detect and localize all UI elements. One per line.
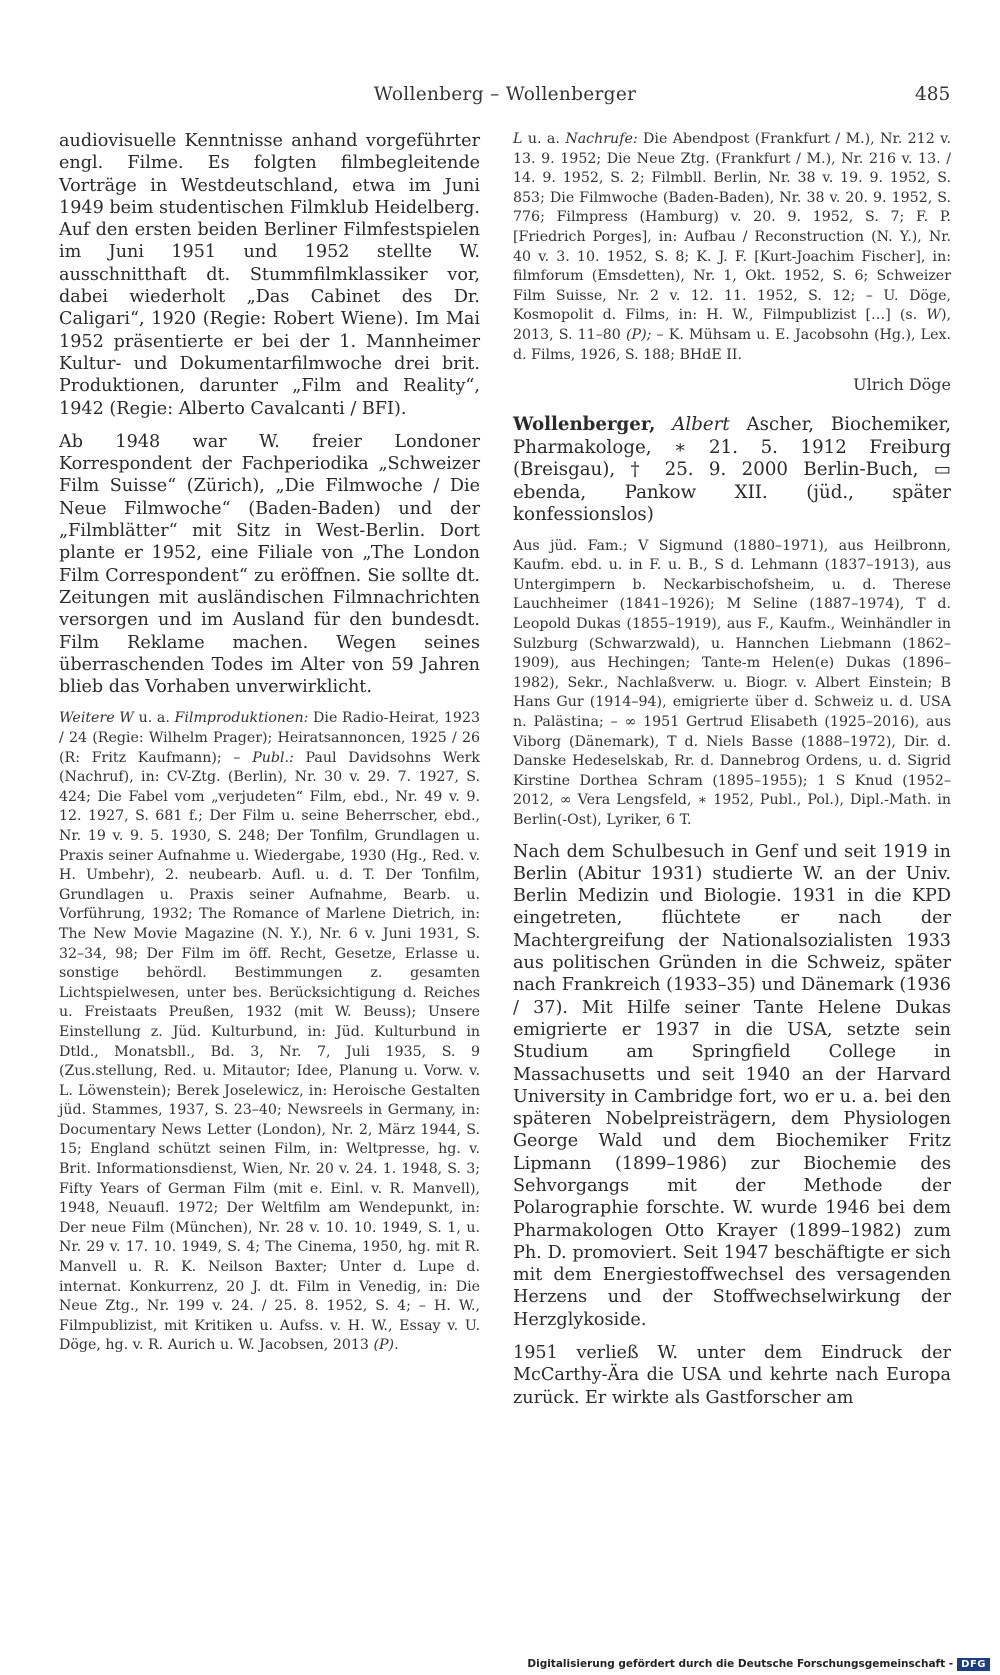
works-text: Paul Davidsohns Werk (Nachruf), in: CV-Ztg. (Berlin), Nr. 30 v. 29. 7. 1927, S. 424; Die Fabel vom „verjudeten“ Film, ebd., Nr. 49 v. 9. 12. 1927, S. 681 f.; Der Film u. seine Beherrscher, ebd., Nr. 19 v. 9. 5. 1930, S. 248; Der Tonfilm, Grundlagen u. Praxis seiner Aufnahme u. Wiedergabe, 1930 (Hg., Red. v. H. Umbehr), 2. neubearb. Aufl. u. d. T. Der Tonfilm, Grundlagen u. Praxis seiner Aufnahme, Bearb. u. Vorführung, 1932; The Romance of Marlene Dietrich, in: The New Movie Magazine (N. Y.), Nr. 6 v. Juni 1931, S. 32–34, 98; Der Film im öff. Recht, Gesetze, Erlasse u. sonstige behördl. Bestimmungen z. gesamten Lichtspielwesen, unter bes. Berücksichtigung d. Reiches u. Freistaats Preußen, 1932 (mit W. Beuss); Unsere Einstellung z. Jüd. Kulturbund, in: Jüd. Kulturbund in Dtld., Monatsbll., Bd. 3, Nr. 7, Juli 1935, S. 9 (Zus.stellung, Red. u. Mitautor; Idee, Planung u. Vorw. v. L. Löwenstein); Berek Joselewicz, in: Heroische Gestalten jüd. Stammes, 1937, S. 23–40; Newsreels in Germany, in: Documentary News Letter (London), Nr. 2, März 1944, S. 15; England schützt seinen Film, in: Weltpresse, hg. v. Brit. Informationsdienst, Wien, Nr. 20 v. 24. 1. 1948, S. 3; Fifty Years of German Film (mit e. Einl. v. R. Manvell), 1948, Neuaufl. 1972; Der Weltfilm am Wendepunkt, in: Der neue Film (München), Nr. 28 v. 10. 10. 1949, S. 1, u. Nr. 29 v. 17. 10. 1949, S. 4; The Cinema, 1950, hg. mit R. Manvell u. R. K. Neilson Baxter; Unter d. Lupe d. internat. Konkurrenz, 20 J. dt. Film in Venedig, in: Die Neue Ztg., Nr. 199 v. 24. / 25. 8. 1952, S. 4; – H. W., Filmpublizist, mit Kritiken u. Aufss. v. H. W., Essay v. U. Döge, hg. v. R. Aurich u. W. Jacobsen, 2013 (59, 749, 480, 1354)
lit-mid: u. a. (522, 131, 566, 147)
entry-name: Wollenberger, (513, 414, 656, 436)
left-column (59, 130, 480, 1366)
page-header (0, 84, 1000, 114)
works-mid: u. a. (133, 710, 175, 727)
works-label-film: Filmproduktionen: (174, 710, 309, 727)
works-text: Die Radio-Heirat, 1923 / 24 (Regie: Wilhelm Prager); Heiratsannoncen, 1925 / 26 (R: Fritz Kaufmann); – (59, 710, 480, 766)
entry-heading (513, 414, 951, 527)
literature-list (513, 130, 951, 365)
family-info: Aus jüd. Fam.; V Sigmund (1880–1971), aus Heilbronn, Kaufm. ebd. u. in F. u. B., S d. Lehmann (1837–1913), aus Untergimpern b. Neckarbischofsheim, u. d. Therese Lauchheimer (1841–1926); M Seline (1887–1974), T d. Leopold Dukas (1855–1919), aus F., Kaufm., Weinhändler in Sulzburg (Schwarzwald), u. Hannchen Liebmann (1862–1909), aus Hechingen; Tante-m Helen(e) Dukas (1896–1982), Sekr., Nachlaßverw. u. Biogr. v. Albert Einstein; B Hans Gur (1914–94), emigrierte über d. Schweiz u. d. USA n. Palästina; – ∞ 1951 Gertrud Elisabeth (1925–2016), aus Viborg (Dänemark), T d. Niels Basse (1888–1972), Dir. d. Danske Hedeselskab, Rr. d. Dannebrog Ordens, u. d. Sigrid Kirstine Dorthea Schram (1895–1955); 1 S Knud (1952–2012, ∞ Vera Lengsfeld, ∗ 1952, Publ., Pol.), Dipl.-Math. in Berlin(-Ost), Lyriker, 6 T. (513, 537, 951, 828)
works-end: (P). (373, 1337, 399, 1354)
dfg-logo: DFG (957, 1658, 990, 1671)
works-label-publ: Publ.: (252, 749, 294, 766)
footer-credit (527, 1656, 990, 1672)
lit-text: Die Abendpost (Frankfurt / M.), Nr. 212 v. 13. 9. 1952; Die Neue Ztg. (Frankfurt / M.), Nr. 216 v. 13. / 14. 9. 1952, S. 2; Filmbll. Berlin, Nr. 38 v. 19. 9. 1952, S. 853; Die Filmwoche (Baden-Baden), Nr. 38 v. 20. 9. 1952, S. 776; Filmpress (Hamburg) v. 20. 9. 1952, S. 7; F. P. [Friedrich Porges], in: Aufbau / Reconstruction (N. Y.), Nr. 40 v. 3. 10. 1952, S. 8; K. J. F. [Kurt-Joachim Fischer], in: filmforum (Emsdetten), Nr. 1, Okt. 1952, S. 6; Schweizer Film Suisse, Nr. 2 v. 12. 11. 1952, S. 12; – U. Döge, Kosmopolit d. Films, in: H. W., Filmpublizist […] (s. (513, 131, 951, 324)
lit-label: L (513, 131, 523, 147)
running-title: Wollenberg – Wollenberger (373, 84, 637, 105)
paragraph: Ab 1948 war W. freier Londoner Korrespondent der Fachperiodika „Schweizer Film Suisse“ (Zürich), „Die Filmwoche / Die Neue Filmwoche“ (Baden-Baden) und der „Filmblätter“ mit Sitz in West-Berlin. Dort plante er 1952, eine Filiale von „The London Film Correspondent“ zu eröffnen. Sie sollte dt. Zeitungen mit ausländischen Filmnachrichten versorgen und im Ausland für den bundesdt. Film Reklame machen. Wegen seines überraschenden Todes im Alter von 59 Jahren blieb das Vorhaben unverwirklicht. (59, 431, 480, 698)
works-label: Weitere W (59, 710, 134, 727)
entry-given-name: Albert (672, 414, 730, 436)
paragraph: audiovisuelle Kenntnisse anhand vorgeführter engl. Filme. Es folgten filmbegleitende Vorträge in Westdeutschland, etwa im Juni 1949 beim studentischen Filmklub Heidelberg. Auf den ersten beiden Berliner Filmfestspielen im Juni 1951 und 1952 stellte W. ausschnitthaft dt. Stummfilmklassiker vor, dabei wiederholt „Das Cabinet des Dr. Caligari“, 1920 (Regie: Robert Wiene). Im Mai 1952 präsentierte er bei der 1. Mannheimer Kultur- und Dokumentarfilmwoche drei brit. Produktionen, darunter „Film and Reality“, 1942 (Regie: Alberto Cavalcanti / BFI). (59, 131, 480, 419)
lit-p: (P); (626, 326, 652, 343)
right-column (513, 130, 951, 1420)
lit-w: W (926, 307, 941, 324)
paragraph: Nach dem Schulbesuch in Genf und seit 1919 in Berlin (Abitur 1931) studierte W. an der Univ. Berlin Medizin und Biologie. 1931 in die KPD eingetreten, flüchtete er nach der Machtergreifung der Nationalsozialisten 1933 aus politischen Gründen in die Schweiz, später nach Frankreich (1933–35) und Dänemark (1936 / 37). Mit Hilfe seiner Tante Helene Dukas emigrierte er 1937 in die USA, setzte sein Studium am Springfield College in Massachusetts und seit 1940 an der Harvard University in Cambridge fort, wo er u. a. bei den späteren Nobelpreisträgern, dem Physiologen George Wald und dem Biochemiker Fritz Lipmann (1899–1986) zur Biochemie des Sehvorgangs mit der Methode der Polarographie forschte. W. wurde 1946 bei dem Pharmakologen Otto Krayer (1899–1982) zum Ph. D. promoviert. Seit 1947 beschäftigte er sich mit dem Energiestoffwechsel des versagenden Herzens und der Stoffwechselwirkung der Herzglykoside. (513, 841, 951, 1330)
entry-details: Ascher, Biochemiker, Pharmakologe, ∗ 21. 5. 1912 Freiburg (Breisgau), † 25. 9. 2000 Berlin-Buch, ▭ ebenda, Pankow XII. (jüd., später konfessionslos) (513, 414, 951, 526)
footer-text: Digitalisierung gefördert durch die Deutsche Forschungsgemeinschaft - (527, 1658, 954, 1670)
paragraph: 1951 verließ W. unter dem Eindruck der McCarthy-Ära die USA und kehrte nach Europa zurück. Er wirkte als Gastforscher am (513, 1343, 951, 1408)
lit-text: ), 2013, S. 11–80 (513, 307, 951, 343)
page-number: 485 (915, 84, 951, 105)
lit-text: – K. Mühsam u. E. Jacobsohn (Hg.), Lex. d. Films, 1926, S. 188; BHdE II. (513, 326, 951, 363)
lit-label-obits: Nachrufe: (565, 131, 638, 147)
works-list (59, 709, 480, 1356)
author-signature: Ulrich Döge (853, 375, 951, 395)
